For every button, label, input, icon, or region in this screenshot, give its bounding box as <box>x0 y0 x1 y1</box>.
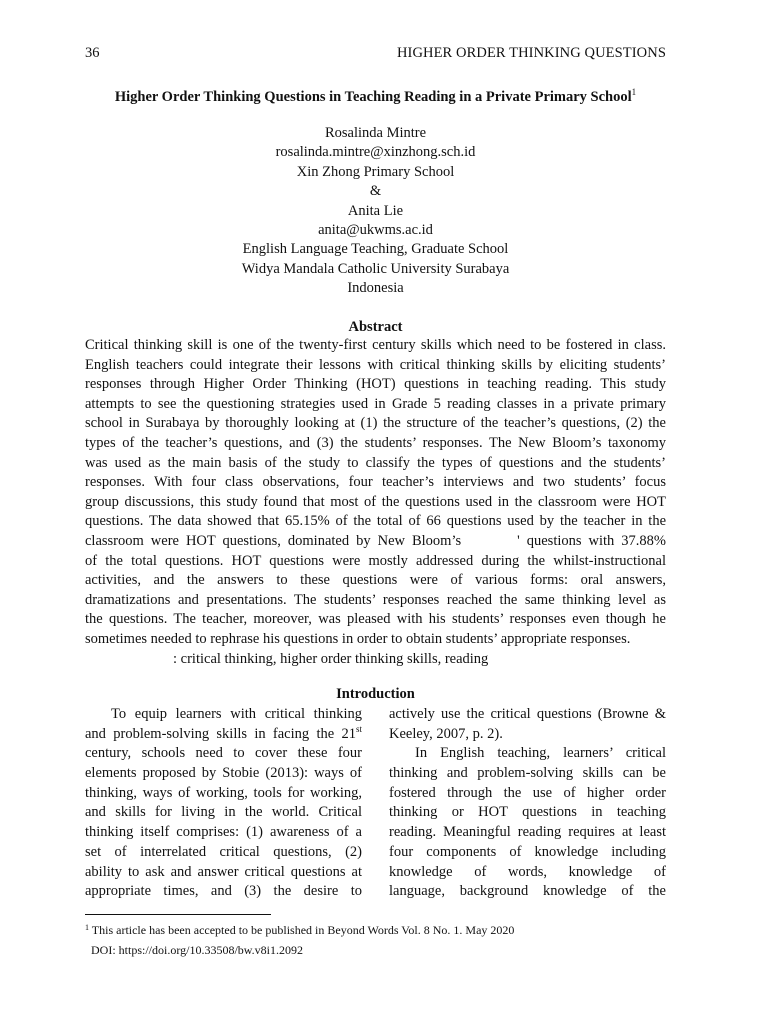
author-country: Indonesia <box>347 280 404 297</box>
author-affiliation: English Language Teaching, Graduate School <box>242 241 509 258</box>
abstract-line: English teachers could integrate their lessons with critical thinking skills by eliciting students’ <box>85 356 666 373</box>
footnote-divider <box>85 914 271 915</box>
keywords-line: : critical thinking, higher order thinking skills, reading <box>173 650 489 667</box>
body-line: elements proposed by Stobie (2013): ways of <box>85 765 362 782</box>
abstract-line: attempts to see the questioning strategies used in Grade 5 reading classes in a private primary <box>85 395 666 412</box>
abstract-line-tail: ' questions with 37.88% <box>517 532 666 549</box>
title-footnote-mark: 1 <box>631 87 637 97</box>
body-line: language, background knowledge of the <box>389 883 666 900</box>
introduction-heading: Introduction <box>336 686 415 702</box>
abstract-line: responses through Higher Order Thinking (HOT) questions in teaching reading. This study <box>85 376 666 393</box>
abstract-line: dramatizations and presentations. The students’ responses reached the same thinking level as <box>85 591 666 608</box>
footnote <box>85 920 666 940</box>
body-line: four components of knowledge including <box>389 843 666 860</box>
abstract-line: sometimes needed to rephrase his questions in order to obtain students’ appropriate responses. <box>85 630 631 647</box>
footnote-mark: 1 <box>85 923 89 932</box>
author-affiliation: Xin Zhong Primary School <box>296 163 455 180</box>
body-line: thinking, ways of working, tools for working, <box>85 784 362 801</box>
abstract-line <box>85 532 666 552</box>
paper-title <box>85 86 666 108</box>
body-line: Keeley, 2007, p. 2). <box>389 725 503 742</box>
body-line: To equip learners with critical thinking <box>111 706 362 722</box>
abstract-line: types of the teacher’s questions, and (3) the students’ responses. The New Bloom’s taxonomy <box>85 434 666 451</box>
body-line: knowledge of words, knowledge of <box>389 863 666 880</box>
running-title: HIGHER ORDER THINKING QUESTIONS <box>396 45 666 61</box>
body-line: thinking itself comprises: (1) awareness of a <box>85 824 362 841</box>
footnote-text: This article has been accepted to be published in Beyond Words Vol. 8 No. 1. May 2020 <box>89 923 515 937</box>
abstract-line: questions. The data showed that 65.15% of the total of 66 questions used by the teacher in the <box>85 513 666 530</box>
body-line-text: and problem-solving skills in facing the 21 <box>85 725 356 742</box>
body-line: thinking and problem-solving skills can be <box>389 765 666 782</box>
body-line <box>85 725 362 745</box>
author-separator: & <box>369 183 382 200</box>
body-line: appropriate times, and (3) the desire to <box>85 883 362 900</box>
abstract-line: Critical thinking skill is one of the twenty-first century skills which need to be fostered in class. <box>85 337 666 353</box>
ordinal-suffix: st <box>355 723 362 734</box>
author-affiliation: Widya Mandala Catholic University Surabaya <box>241 260 510 277</box>
author-email: anita@ukwms.ac.id <box>318 221 433 238</box>
abstract-body <box>85 336 666 669</box>
abstract-line: responses. With four class observations, four teacher’s interviews and two students’ focus <box>85 474 666 491</box>
abstract-line: was used as the main basis of the study to classify the types of questions and the students’ <box>85 454 666 471</box>
abstract-line: school in Surabaya by thoroughly looking at (1) the structure of the teacher’s questions, (2) the <box>85 415 666 432</box>
body-line: In English teaching, learners’ critical <box>415 745 666 762</box>
abstract-line: group discussions, this study found that most of the questions used in the classroom were HOT <box>85 493 666 510</box>
body-line: thinking or HOT questions in teaching <box>389 804 666 821</box>
abstract-line: activities, and the answers to these questions were of various forms: oral answers, <box>85 572 666 589</box>
running-header <box>85 42 666 64</box>
body-column-left <box>85 705 362 902</box>
author-name: Rosalinda Mintre <box>324 125 427 141</box>
body-column-right <box>389 705 666 902</box>
doi-link[interactable]: DOI: https://doi.org/10.33508/bw.v8i1.2092 <box>91 943 304 957</box>
abstract-line: of the total questions. HOT questions were mostly addressed during the whilst-instructional <box>85 552 666 569</box>
body-line: and skills for living in the world. Critical <box>85 804 362 821</box>
author-block <box>85 124 666 299</box>
paper-title-text: Higher Order Thinking Questions in Teaching Reading in a Private Primary School <box>114 89 632 105</box>
body-line: set of interrelated critical questions, (2) <box>85 843 362 860</box>
author-name: Anita Lie <box>347 202 404 219</box>
page-number: 36 <box>85 45 100 61</box>
body-line: century, schools need to cover these four <box>85 745 362 762</box>
body-line: fostered through the use of higher order <box>389 784 666 801</box>
abstract-line: the questions. The teacher, moreover, was pleased with his students’ responses even though he <box>85 611 666 628</box>
abstract-heading: Abstract <box>348 319 403 335</box>
body-line: reading. Meaningful reading requires at least <box>389 824 666 841</box>
author-email: rosalinda.mintre@xinzhong.sch.id <box>275 144 476 161</box>
body-line: actively use the critical questions (Browne & <box>389 706 666 722</box>
abstract-line-head: classroom were HOT questions, dominated by New Bloom’s <box>85 532 462 549</box>
body-line: ability to ask and answer critical questions at <box>85 863 362 880</box>
